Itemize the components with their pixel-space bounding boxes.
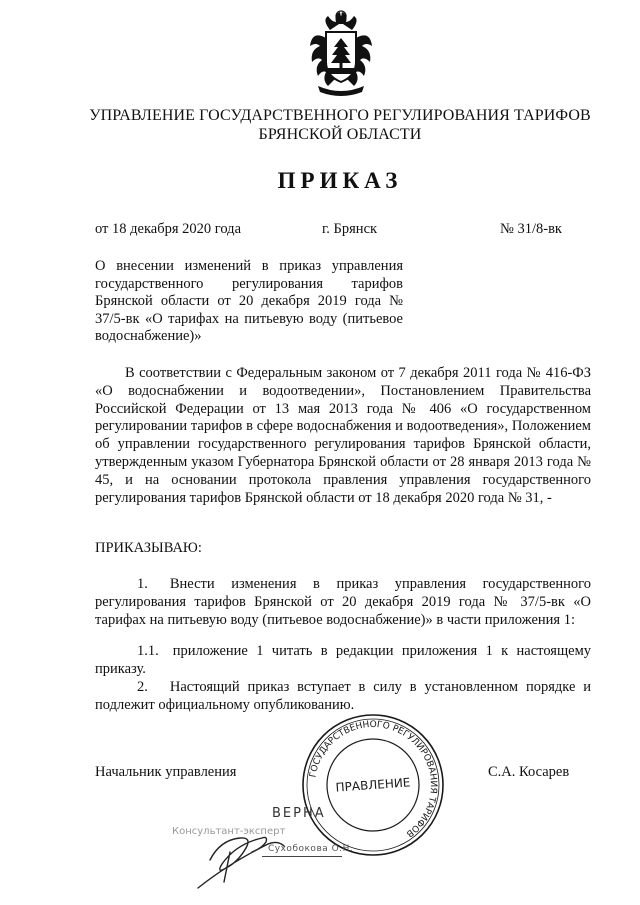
document-subject: О внесении изменений в приказ управления государственного регулирования тарифов Брянской области от 20 декабря 2019 года № 37/5-вк «О тарифах на питьевую воду (питьевое водоснабжение)» [95, 258, 403, 344]
item-1 [95, 576, 591, 629]
preamble-text: В соответствии с Федеральным законом от 7 декабря 2011 года № 416-ФЗ «О водоснабжении и водоотведении», Постановлением Правительства Российской Федерации от 13 мая 2013 года № 406 «О государственном регулировании тарифов в сфере водоснабжения и водоотведения», Положением об управлении государственного регулирования тарифов Брянской области, утвержденным указом Губернатора Брянской области от 28 января 2013 года № 45, и на основании протокола правления управления государственного регулирования тарифов Брянской области от 18 декабря 2020 года № 31, - [95, 365, 591, 506]
copy-verified-stamp: ВЕРНА [272, 806, 326, 821]
coat-of-arms-icon [304, 8, 378, 100]
document-number: № 31/8-вк [500, 221, 562, 237]
seal-ring-text: ГОСУДАРСТВЕННОГО РЕГУЛИРОВАНИЯ ТАРИФОВ [308, 719, 439, 839]
preamble [95, 365, 591, 507]
document-city: г. Брянск [322, 221, 378, 237]
item-1-number: 1. [137, 576, 148, 592]
item-1-text: Внести изменения в приказ управления государственного регулирования тарифов Брянской от 20 декабря 2019 года № 37/5-вк «О тарифах на питьевую воду (питьевое водоснабжение)» в части приложения 1: [95, 576, 591, 628]
copy-verified-position: Консультант-эксперт [172, 826, 286, 837]
seal-center-text: ПРАВЛЕНИЕ [335, 775, 411, 795]
item-2-number: 2. [137, 679, 148, 695]
item-1-1-text: приложение 1 читать в редакции приложения 1 к настоящему приказу. [95, 643, 591, 677]
document-date: от 18 декабря 2020 года [95, 221, 241, 237]
item-1-1-number: 1.1. [137, 643, 159, 659]
organization-name-line2: БРЯНСКОЙ ОБЛАСТИ [258, 126, 422, 143]
item-2-text: Настоящий приказ вступает в силу в установленном порядке и подлежит официальному опубликованию. [95, 679, 591, 713]
signatory-name: С.А. Косарев [488, 764, 570, 780]
order-word: ПРИКАЗЫВАЮ: [95, 540, 202, 556]
copy-verified-name: Сухобокова О.Н. [268, 844, 354, 854]
organization-name-line1: УПРАВЛЕНИЕ ГОСУДАРСТВЕННОГО РЕГУЛИРОВАНИЯ ТАРИФОВ [89, 107, 591, 124]
signatory-position: Начальник управления [95, 764, 237, 780]
handwritten-signature-icon [190, 800, 350, 900]
item-2 [95, 679, 591, 715]
item-1-1 [95, 643, 591, 679]
document-title: ПРИКАЗ [277, 168, 403, 193]
